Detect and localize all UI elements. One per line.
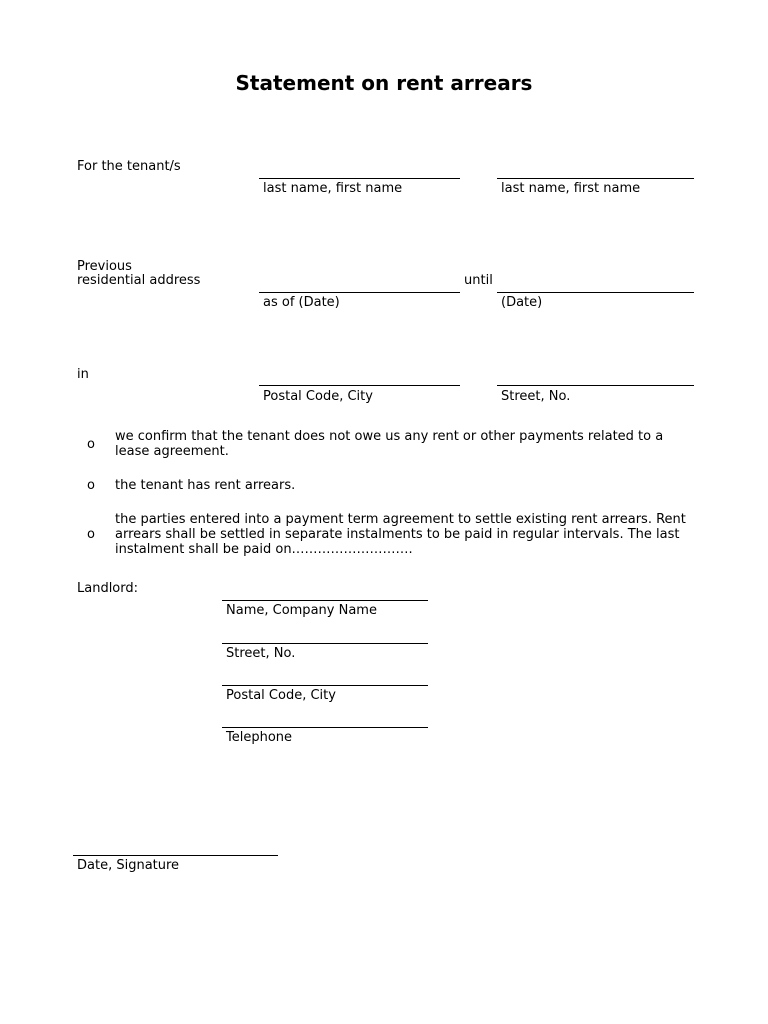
tenant-label: For the tenant/s: [77, 159, 181, 174]
tenant-name1-line[interactable]: [259, 178, 460, 179]
postal-city-line[interactable]: [259, 385, 460, 386]
until-label: until: [464, 273, 493, 288]
option-2-marker[interactable]: o: [87, 478, 95, 493]
tenant-name1-caption: last name, first name: [263, 181, 403, 196]
landlord-postal-line[interactable]: [222, 685, 428, 686]
landlord-street-caption: Street, No.: [226, 646, 296, 661]
option-3-text: the parties entered into a payment term agreement to settle existing rent arrears. Rent arrears shall be settled in separate instalments to be paid in regular intervals. The last instalment shall be paid on……………………….: [115, 512, 686, 557]
street-caption: Street, No.: [501, 389, 571, 404]
previous-address-label-line2: residential address: [77, 273, 201, 288]
date-from-caption: as of (Date): [263, 295, 340, 310]
landlord-name-line[interactable]: [222, 600, 428, 601]
landlord-name-caption: Name, Company Name: [226, 603, 377, 618]
date-to-line[interactable]: [497, 292, 694, 293]
signature-line[interactable]: [73, 855, 278, 856]
postal-city-caption: Postal Code, City: [263, 389, 373, 404]
option-2-text: the tenant has rent arrears.: [115, 478, 296, 493]
option-1-text: we confirm that the tenant does not owe us any rent or other payments related to a lease agreement.: [115, 429, 664, 459]
landlord-postal-caption: Postal Code, City: [226, 688, 336, 703]
landlord-label: Landlord:: [77, 581, 139, 596]
previous-address-label-line1: Previous: [77, 259, 132, 274]
date-from-line[interactable]: [259, 292, 460, 293]
in-label: in: [77, 367, 89, 382]
street-line[interactable]: [497, 385, 694, 386]
document-title: Statement on rent arrears: [235, 71, 533, 95]
tenant-name2-line[interactable]: [497, 178, 694, 179]
landlord-phone-line[interactable]: [222, 727, 428, 728]
landlord-phone-caption: Telephone: [226, 730, 293, 745]
landlord-street-line[interactable]: [222, 643, 428, 644]
option-3-marker[interactable]: o: [87, 527, 95, 542]
date-to-caption: (Date): [501, 295, 543, 310]
tenant-name2-caption: last name, first name: [501, 181, 641, 196]
signature-caption: Date, Signature: [77, 858, 180, 873]
option-1-marker[interactable]: o: [87, 437, 95, 452]
